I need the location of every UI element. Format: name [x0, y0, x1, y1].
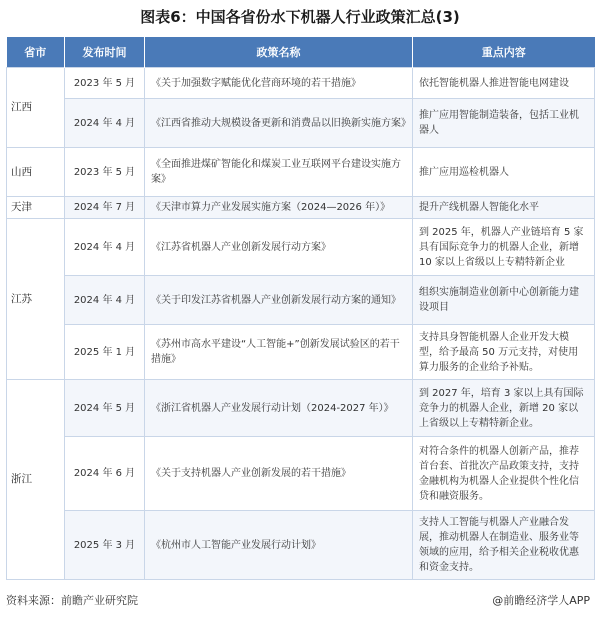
content-cell: 推广应用智能制造装备，包括工业机器人: [413, 99, 595, 148]
header-policy: 政策名称: [145, 37, 413, 68]
policy-cell: 《江苏省机器人产业创新发展行动方案》: [145, 219, 413, 276]
time-cell: 2024 年 6 月: [65, 437, 145, 511]
table-row: [7, 99, 595, 148]
time-cell: 2025 年 1 月: [65, 325, 145, 380]
province-cell: 浙江: [7, 380, 65, 580]
table-row: [7, 325, 595, 380]
policy-cell: 《关于加强数字赋能优化营商环境的若干措施》: [145, 68, 413, 99]
policy-cell: 《杭州市人工智能产业发展行动计划》: [145, 511, 413, 580]
policy-cell: 《全面推进煤矿智能化和煤炭工业互联网平台建设实施方案》: [145, 148, 413, 197]
table-row: [7, 437, 595, 511]
credit-note: @前瞻经济学人APP: [492, 594, 590, 607]
content-cell: 支持具身智能机器人企业开发大模型，给予最高 50 万元支持，对使用算力服务的企业给予补贴。: [413, 325, 595, 380]
time-cell: 2024 年 4 月: [65, 219, 145, 276]
policy-cell: 《关于印发江苏省机器人产业创新发展行动方案的通知》: [145, 276, 413, 325]
table-row: [7, 276, 595, 325]
table-row: [7, 148, 595, 197]
time-cell: 2023 年 5 月: [65, 68, 145, 99]
province-cell: 江西: [7, 68, 65, 148]
content-cell: 推广应用巡检机器人: [413, 148, 595, 197]
table-row: [7, 197, 595, 219]
time-cell: 2024 年 7 月: [65, 197, 145, 219]
policy-cell: 《苏州市高水平建设“人工智能+”创新发展试验区的若干措施》: [145, 325, 413, 380]
content-cell: 提升产线机器人智能化水平: [413, 197, 595, 219]
header-content: 重点内容: [413, 37, 595, 68]
policy-table: [6, 37, 595, 580]
content-cell: 对符合条件的机器人创新产品，推荐首台套、首批次产品政策支持，支持金融机构为机器人企业提供个性化信贷和融资服务。: [413, 437, 595, 511]
table-row: [7, 219, 595, 276]
province-cell: 江苏: [7, 219, 65, 380]
time-cell: 2023 年 5 月: [65, 148, 145, 197]
table-row: [7, 68, 595, 99]
chart-title: 图表6：中国各省份水下机器人行业政策汇总(3): [140, 8, 460, 26]
table-row: [7, 380, 595, 437]
province-cell: 山西: [7, 148, 65, 197]
time-cell: 2024 年 5 月: [65, 380, 145, 437]
policy-cell: 《关于支持机器人产业创新发展的若干措施》: [145, 437, 413, 511]
content-cell: 支持人工智能与机器人产业融合发展，推动机器人在制造业、服务业等领域的应用，给予相关企业税收优惠和资金支持。: [413, 511, 595, 580]
table-row: [7, 511, 595, 580]
source-note: 资料来源：前瞻产业研究院: [6, 594, 138, 607]
header-province: 省市: [7, 37, 65, 68]
content-cell: 依托智能机器人推进智能电网建设: [413, 68, 595, 99]
policy-cell: 《江西省推动大规模设备更新和消费品以旧换新实施方案》: [145, 99, 413, 148]
content-cell: 组织实施制造业创新中心创新能力建设项目: [413, 276, 595, 325]
time-cell: 2025 年 3 月: [65, 511, 145, 580]
content-cell: 到 2027 年，培育 3 家以上具有国际竞争力的机器人企业，新增 20 家以上省级以上专精特新企业。: [413, 380, 595, 437]
table-header-row: [7, 37, 595, 68]
policy-cell: 《浙江省机器人产业发展行动计划（2024-2027 年）》: [145, 380, 413, 437]
time-cell: 2024 年 4 月: [65, 276, 145, 325]
header-time: 发布时间: [65, 37, 145, 68]
policy-cell: 《天津市算力产业发展实施方案（2024—2026 年）》: [145, 197, 413, 219]
province-cell: 天津: [7, 197, 65, 219]
content-cell: 到 2025 年，机器人产业链培育 5 家具有国际竞争力的机器人企业，新增 10 家以上省级以上专精特新企业: [413, 219, 595, 276]
time-cell: 2024 年 4 月: [65, 99, 145, 148]
